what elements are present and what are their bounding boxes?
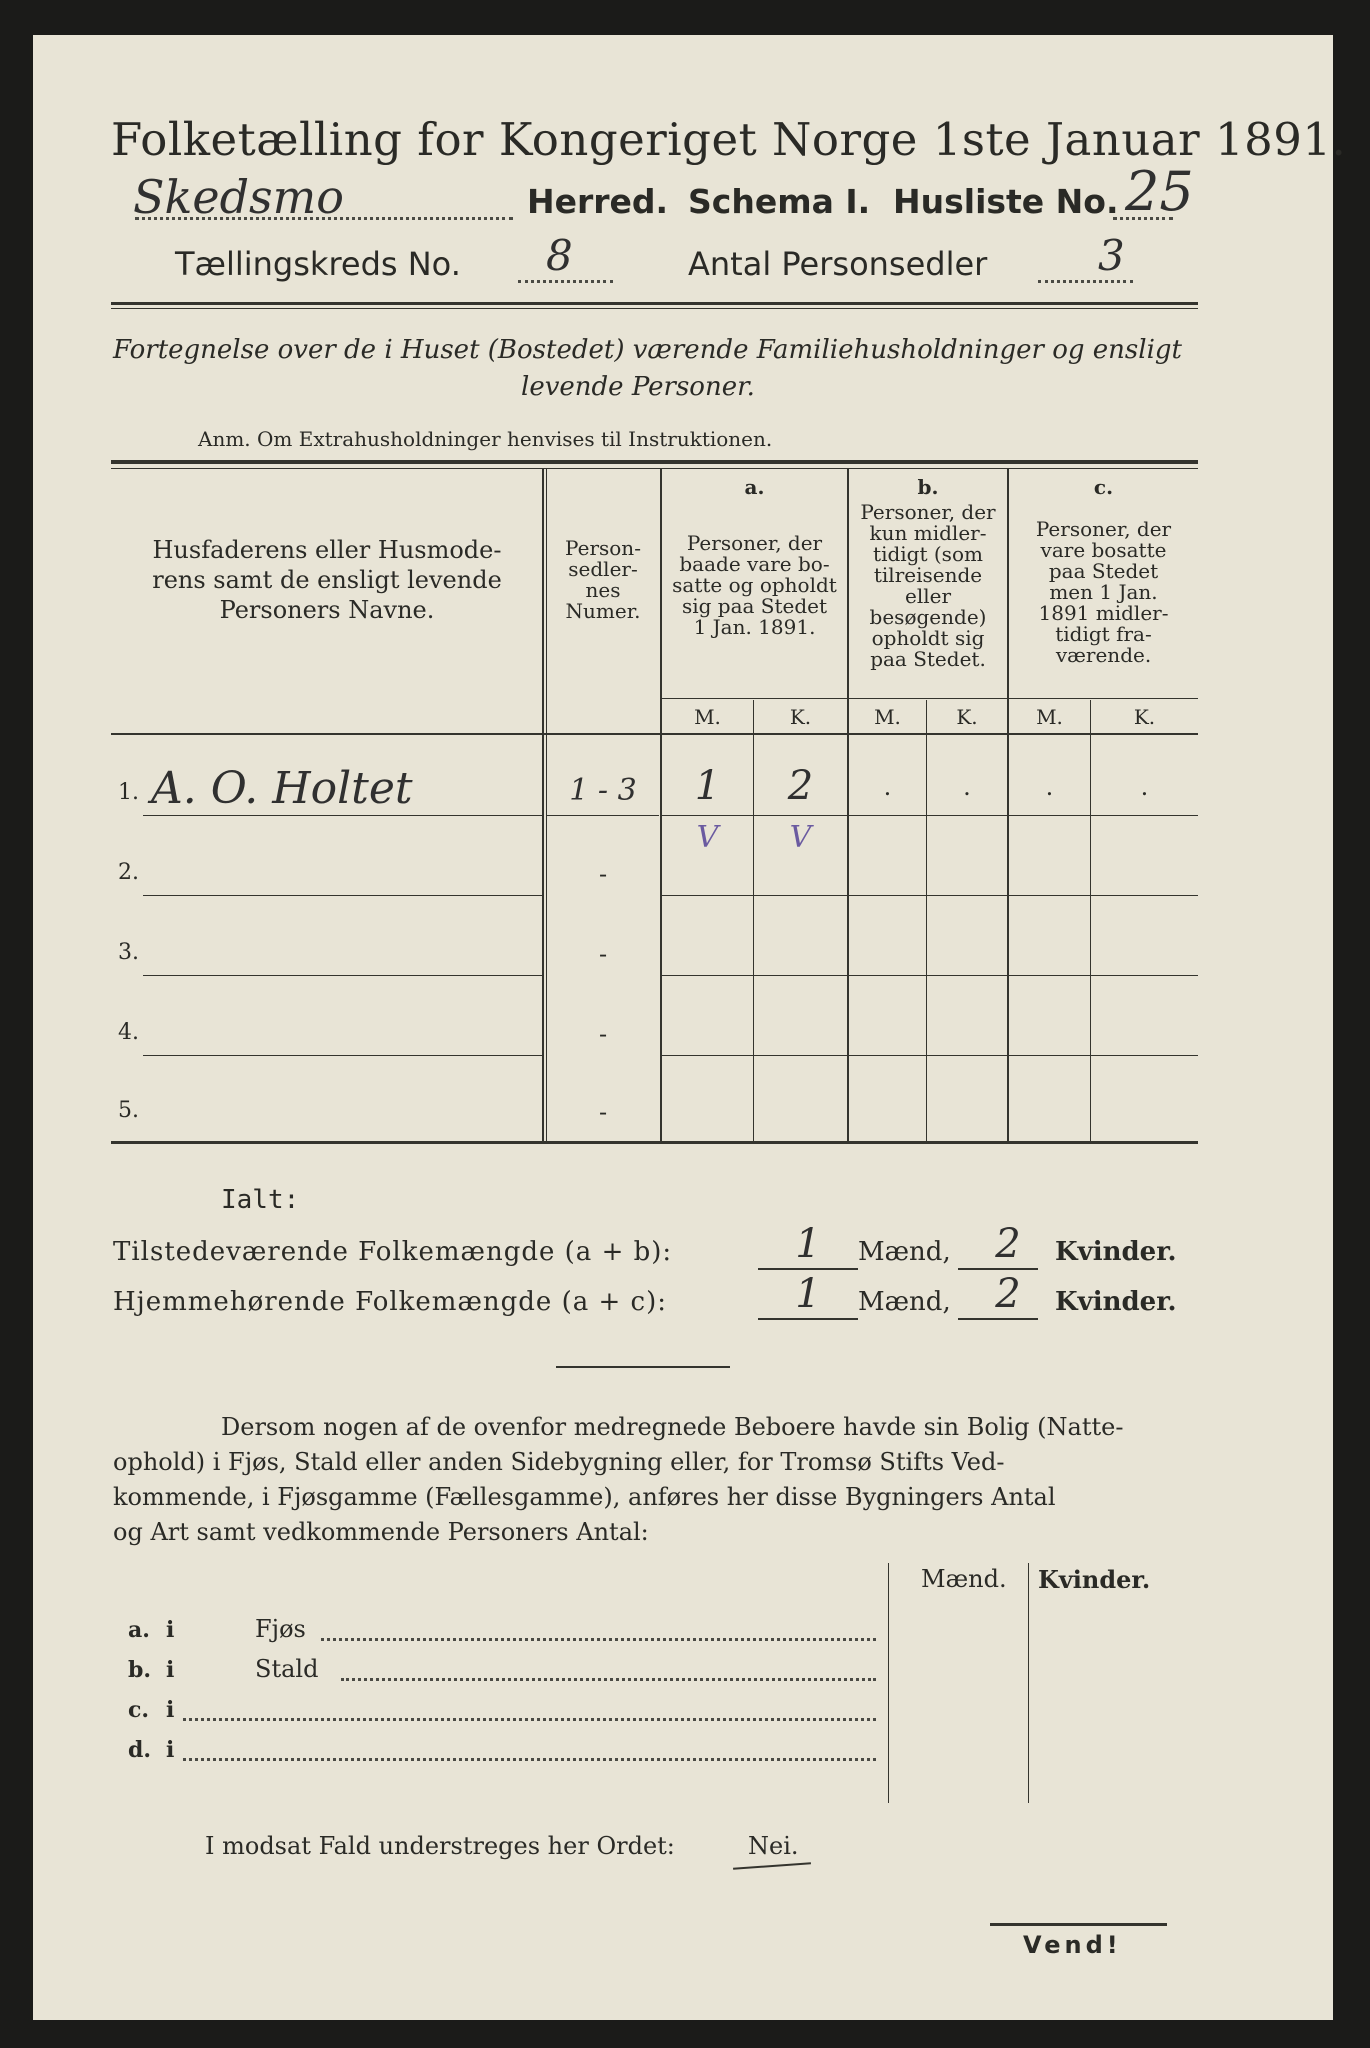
row-a-k: 2 bbox=[787, 763, 814, 809]
vend-rule bbox=[990, 1923, 1167, 1926]
col-b-header-line: paa Stedet. bbox=[870, 647, 986, 671]
c-k-label: K. bbox=[1133, 705, 1156, 729]
outbuilding-letter: d. bbox=[128, 1737, 152, 1763]
row-b-k: . bbox=[963, 773, 971, 801]
intro-line1: Fortegnelse over de i Huset (Bostedet) værende Familiehusholdninger og ensligt bbox=[113, 335, 1182, 365]
table-top-rule bbox=[111, 460, 1198, 464]
outbuildings-col-rule-1 bbox=[888, 1563, 889, 1803]
col-c-header-line: men 1 Jan. bbox=[1049, 580, 1158, 604]
ialt-label: Ialt: bbox=[221, 1185, 300, 1215]
schema-label: Schema I. bbox=[688, 182, 871, 221]
hjemme-maend-line bbox=[758, 1318, 858, 1320]
taellingskreds-value: 8 bbox=[546, 231, 573, 280]
row-rule bbox=[547, 815, 659, 816]
tilstede-maend-label: Mænd, bbox=[858, 1237, 951, 1267]
row-number: 2. bbox=[118, 860, 139, 885]
col-b-header-line: kun midler- bbox=[869, 521, 987, 545]
outbuilding-i: i bbox=[166, 1737, 175, 1763]
taellingskreds-dotted-line bbox=[518, 280, 613, 283]
personsedler-label: Antal Personsedler bbox=[688, 245, 988, 283]
col-num-header-line: sedler- bbox=[568, 557, 638, 581]
row-persons: - bbox=[598, 1098, 608, 1126]
col-name-header-line: rens samt de ensligt levende bbox=[152, 566, 502, 594]
intro-line2: levende Personer. bbox=[521, 372, 755, 402]
herred-label: Herred. bbox=[527, 182, 669, 221]
row-persons: - bbox=[598, 860, 608, 888]
husliste-value: 25 bbox=[1125, 160, 1194, 223]
tilstede-kvinder-value: 2 bbox=[995, 1221, 1021, 1267]
col-b-header-line: opholdt sig bbox=[871, 626, 985, 650]
hjemme-kvinder-line bbox=[958, 1318, 1038, 1320]
row-b-m: . bbox=[883, 773, 892, 801]
outbuildings-para-line4: og Art samt vedkommende Personers Antal: bbox=[113, 1518, 649, 1546]
husliste-label: Husliste No. bbox=[893, 182, 1119, 221]
col-num-header-line: Person- bbox=[565, 536, 641, 560]
col-a-letter: a. bbox=[744, 475, 765, 499]
municipality-value: Skedsmo bbox=[133, 170, 344, 224]
hjemme-maend-label: Mænd, bbox=[858, 1287, 951, 1317]
row-persons: - bbox=[598, 940, 608, 968]
col-name-header-line: Personers Navne. bbox=[219, 596, 435, 624]
col-a-header-line: Personer, der bbox=[686, 531, 823, 555]
municipality-dotted-line bbox=[135, 217, 513, 220]
tilstede-label: Tilstedeværende Folkemængde (a + b): bbox=[113, 1237, 673, 1267]
col-b-header bbox=[849, 502, 1007, 670]
row-rule bbox=[662, 975, 1198, 976]
header-rule-top bbox=[111, 302, 1198, 305]
vend-label: Vend! bbox=[1023, 1931, 1122, 1959]
row-c-k: . bbox=[1140, 773, 1149, 801]
col-num-header-line: Numer. bbox=[565, 599, 641, 623]
col-b-header-line: eller bbox=[904, 584, 952, 608]
row-rule bbox=[662, 815, 1198, 816]
outbuilding-label: Stald bbox=[255, 1655, 319, 1683]
col-c-header-line: værende. bbox=[1055, 643, 1152, 667]
row-a-m: V bbox=[696, 820, 719, 855]
outbuildings-kvinder-header: Kvinder. bbox=[1038, 1565, 1151, 1594]
section-divider bbox=[556, 1366, 730, 1368]
col-rule-c-mk bbox=[1090, 700, 1091, 1141]
table-bottom-rule bbox=[111, 1141, 1198, 1144]
col-a-header-line: sig paa Stedet bbox=[681, 594, 828, 618]
outbuildings-para-line1: Dersom nogen af de ovenfor medregnede Beboere havde sin Bolig (Natte- bbox=[221, 1413, 1124, 1441]
col-a-header bbox=[662, 533, 847, 638]
modsat-text: I modsat Fald understreges her Ordet: bbox=[205, 1832, 675, 1860]
col-num-header-line: nes bbox=[585, 578, 621, 602]
col-rule-b-mk bbox=[926, 700, 927, 1141]
row-rule bbox=[662, 1055, 1198, 1056]
col-b-header-line: besøgende) bbox=[869, 605, 987, 629]
col-a-header-line: satte og opholdt bbox=[672, 573, 837, 597]
col-c-header-line: tidigt fra- bbox=[1055, 622, 1152, 646]
row-rule bbox=[143, 895, 543, 896]
outbuilding-dotted-line bbox=[321, 1638, 876, 1641]
col-b-letter: b. bbox=[917, 475, 939, 499]
hjemme-label: Hjemmehørende Folkemængde (a + c): bbox=[113, 1287, 667, 1317]
outbuilding-i: i bbox=[166, 1697, 175, 1723]
col-rule-1 bbox=[542, 469, 544, 1141]
b-m-label: M. bbox=[874, 705, 901, 729]
hjemme-maend-value: 1 bbox=[795, 1271, 821, 1317]
outbuilding-dotted-line bbox=[341, 1678, 876, 1681]
col-name-header-line: Husfaderens eller Husmode- bbox=[152, 536, 502, 564]
b-k-label: K. bbox=[956, 705, 978, 729]
intro-note: Anm. Om Extrahusholdninger henvises til Instruktionen. bbox=[198, 427, 773, 451]
taellingskreds-label: Tællingskreds No. bbox=[175, 245, 461, 283]
row-persons: 1 - 3 bbox=[569, 773, 637, 808]
col-b-header-line: tidigt (som bbox=[873, 542, 983, 566]
row-number: 5. bbox=[118, 1098, 139, 1123]
row-number: 3. bbox=[118, 940, 139, 965]
personsedler-dotted-line bbox=[1038, 280, 1133, 283]
col-c-header-line: vare bosatte bbox=[1040, 538, 1167, 562]
tilstede-kvinder-label: Kvinder. bbox=[1055, 1237, 1177, 1267]
tilstede-maend-value: 1 bbox=[795, 1221, 821, 1267]
row-rule bbox=[143, 975, 543, 976]
outbuilding-dotted-line bbox=[183, 1718, 876, 1721]
col-a-header-line: baade vare bo- bbox=[679, 552, 830, 576]
table-top-rule-thin bbox=[111, 468, 1198, 469]
row-number: 4. bbox=[118, 1020, 139, 1045]
row-rule bbox=[143, 815, 543, 816]
form-title: Folketælling for Kongeriget Norge 1ste Januar 1891. bbox=[111, 113, 1347, 166]
outbuilding-letter: b. bbox=[128, 1657, 152, 1683]
col-b-header-line: tilreisende bbox=[873, 563, 983, 587]
census-form-sheet bbox=[33, 35, 1347, 2020]
personsedler-value: 3 bbox=[1098, 231, 1125, 280]
outbuilding-letter: a. bbox=[128, 1617, 150, 1643]
col-c-header-line: Personer, der bbox=[1035, 517, 1172, 541]
outbuilding-letter: c. bbox=[128, 1697, 150, 1723]
col-c-letter: c. bbox=[1093, 475, 1114, 499]
mk-row-rule bbox=[661, 698, 1198, 699]
col-a-header-line: 1 Jan. 1891. bbox=[693, 615, 816, 639]
col-b-header-line: Personer, der bbox=[860, 500, 996, 524]
row-c-m: . bbox=[1045, 773, 1054, 801]
col-num-header bbox=[547, 538, 659, 622]
outbuilding-dotted-line bbox=[183, 1758, 876, 1761]
outbuilding-i: i bbox=[166, 1617, 175, 1643]
row-name: A. O. Holtet bbox=[151, 763, 413, 814]
c-m-label: M. bbox=[1036, 705, 1063, 729]
outbuildings-col-rule-2 bbox=[1028, 1563, 1029, 1803]
col-c-header bbox=[1009, 519, 1198, 666]
row-rule bbox=[662, 895, 1198, 896]
outbuildings-para-line2: ophold) i Fjøs, Stald eller anden Sidebygning eller, for Tromsø Stifts Ved- bbox=[113, 1448, 1005, 1476]
modsat-word: Nei. bbox=[748, 1832, 799, 1860]
hjemme-kvinder-label: Kvinder. bbox=[1055, 1287, 1177, 1317]
header-rule-bottom bbox=[111, 308, 1198, 309]
modsat-underline bbox=[733, 1862, 811, 1869]
table-header-bottom-rule bbox=[111, 733, 1198, 735]
tilstede-maend-line bbox=[758, 1268, 858, 1270]
outbuildings-para-line3: kommende, i Fjøsgamme (Fællesgamme), anføres her disse Bygningers Antal bbox=[113, 1483, 1056, 1511]
a-m-label: M. bbox=[694, 705, 721, 729]
tilstede-kvinder-line bbox=[958, 1268, 1038, 1270]
col-c-header-line: 1891 midler- bbox=[1038, 601, 1169, 625]
outbuilding-i: i bbox=[166, 1657, 175, 1683]
row-number: 1. bbox=[118, 780, 139, 805]
col-c-header-line: paa Stedet bbox=[1048, 559, 1159, 583]
a-k-label: K. bbox=[789, 705, 812, 729]
row-a-k: V bbox=[789, 820, 812, 855]
row-rule bbox=[143, 1055, 543, 1056]
outbuilding-label: Fjøs bbox=[255, 1615, 306, 1643]
row-persons: - bbox=[598, 1020, 608, 1048]
col-name-header bbox=[113, 535, 541, 625]
row-a-m: 1 bbox=[694, 763, 721, 809]
hjemme-kvinder-value: 2 bbox=[995, 1271, 1021, 1317]
outbuildings-maend-header: Mænd. bbox=[921, 1565, 1007, 1593]
